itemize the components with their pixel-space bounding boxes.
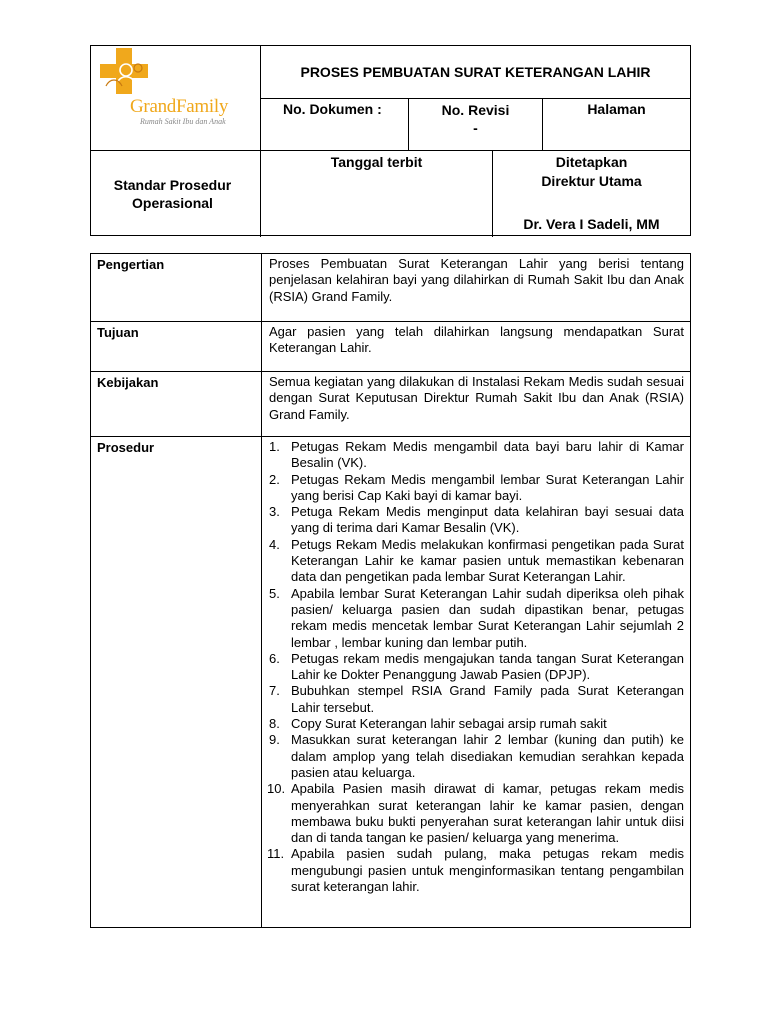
grand-family-logo bbox=[96, 48, 256, 133]
direktur-name: Dr. Vera I Sadeli, MM bbox=[523, 216, 660, 232]
list-item bbox=[269, 504, 684, 537]
list-item bbox=[269, 537, 684, 586]
step-number: 6. bbox=[269, 650, 280, 666]
sop-header-table bbox=[90, 45, 691, 236]
step-text: Petugas Rekam Medis mengambil data bayi baru lahir di Kamar Besalin (VK). bbox=[291, 439, 684, 471]
no-revisi-value: - bbox=[473, 120, 478, 136]
list-item bbox=[269, 472, 684, 505]
step-text: Copy Surat Keterangan lahir sebagai arsip rumah sakit bbox=[291, 716, 607, 732]
document-meta-row bbox=[261, 99, 690, 150]
sop-line-1: Standar Prosedur bbox=[113, 176, 232, 193]
step-number: 8. bbox=[269, 716, 280, 732]
direktur-label: Direktur Utama bbox=[541, 173, 642, 189]
step-number: 3. bbox=[269, 504, 280, 520]
tujuan-text: Agar pasien yang telah dilahirkan langsung mendapatkan Surat Keterangan Lahir. bbox=[269, 324, 684, 356]
no-dokumen-label: No. Dokumen : bbox=[261, 99, 409, 150]
ditetapkan-cell bbox=[493, 150, 690, 237]
tujuan-label: Tujuan bbox=[97, 325, 139, 340]
sop-line-2: Operasional bbox=[132, 194, 213, 211]
list-item bbox=[269, 586, 684, 651]
list-item bbox=[269, 716, 684, 732]
step-number: 1. bbox=[269, 439, 280, 454]
sop-body-table bbox=[90, 253, 691, 928]
step-text: Apabila lembar Surat Keterangan Lahir sudah diperiksa oleh pihak pasien/ keluarga pasien dan sudah dipastikan benar, petugas rekam medis mencetak lembar Surat Keterangan Lahir sejumlah 2 lembar , lembar kuning dan lembar putih. bbox=[291, 585, 684, 650]
pengertian-text: Proses Pembuatan Surat Keterangan Lahir yang berisi tentang penjelasan kelahiran bayi yang dilahirkan di Rumah Sakit Ibu dan Anak (RSIA) Grand Family. bbox=[269, 256, 684, 304]
step-text: Masukkan surat keterangan lahir 2 lembar (kuning dan putih) ke dalam amplop yang telah disediakan kemudian serahkan kepada pasien atau keluarga. bbox=[291, 732, 684, 780]
step-number: 2. bbox=[269, 471, 280, 487]
logo-tagline: Rumah Sakit Ibu dan Anak bbox=[140, 117, 226, 126]
step-text: Bubuhkan stempel RSIA Grand Family pada Surat Keterangan Lahir tersebut. bbox=[291, 683, 684, 715]
prosedur-steps bbox=[269, 439, 684, 895]
row-tujuan bbox=[91, 321, 690, 372]
tanggal-terbit-label: Tanggal terbit bbox=[261, 150, 493, 237]
row-pengertian bbox=[91, 254, 690, 321]
step-text: Petuga Rekam Medis menginput data kelahiran bayi sesuai data yang di terima dari Kamar Besalin (VK). bbox=[291, 504, 684, 536]
step-text: Petugas rekam medis mengajukan tanda tangan Surat Keterangan Lahir ke Dokter Penanggung Jawab Pasien (DPJP). bbox=[291, 650, 684, 683]
logo-brand-grand: Grand bbox=[130, 96, 176, 117]
document-title: PROSES PEMBUATAN SURAT KETERANGAN LAHIR bbox=[261, 46, 690, 99]
logo-wordmark bbox=[130, 96, 228, 118]
kebijakan-text: Semua kegiatan yang dilakukan di Instalasi Rekam Medis sudah sesuai dengan Surat Keputusan Direktur Rumah Sakit Ibu dan Anak (RSIA) Grand Family. bbox=[269, 374, 684, 422]
no-revisi-label: No. Revisi bbox=[441, 102, 510, 118]
step-text: Apabila pasien sudah pulang, maka petugas rekam medis mengubungi pasien untuk menginformasikan tentang pengambilan surat keterangan lahir. bbox=[291, 846, 684, 895]
list-item bbox=[269, 651, 684, 684]
step-text: Apabila Pasien masih dirawat di kamar, petugas rekam medis menyerahkan surat keterangan lahir ke kamar pasien, dengan membawa buku bukti penyerahan surat keterangan lahir untuk diisi dan di tanda tangan ke pasien/ keluarga yang menerima. bbox=[291, 781, 684, 846]
step-text: Petugs Rekam Medis melakukan konfirmasi pengetikan pada Surat Keterangan Lahir ke kamar pasien untuk memastikan kebenaran data dan pengetikan pada lembar Surat Keterangan Lahir. bbox=[291, 536, 684, 585]
prosedur-label: Prosedur bbox=[97, 440, 155, 455]
row-kebijakan bbox=[91, 371, 690, 437]
step-number: 11. bbox=[267, 846, 285, 862]
list-item bbox=[269, 846, 684, 895]
row-prosedur bbox=[91, 436, 690, 927]
pengertian-label: Pengertian bbox=[97, 257, 165, 272]
list-item bbox=[269, 683, 684, 716]
logo-cell bbox=[91, 46, 261, 150]
step-text: Petugas Rekam Medis mengambil lembar Surat Keterangan Lahir yang berisi Cap Kaki bayi di kamar bayi. bbox=[291, 471, 684, 503]
no-revisi-cell bbox=[409, 99, 543, 150]
logo-brand-family: Family bbox=[175, 96, 229, 117]
step-number: 7. bbox=[269, 683, 280, 699]
step-number: 9. bbox=[269, 732, 280, 748]
step-number: 4. bbox=[269, 536, 280, 552]
step-number: 5. bbox=[269, 585, 280, 601]
halaman-label: Halaman bbox=[587, 101, 646, 117]
step-number: 10. bbox=[267, 781, 286, 797]
list-item bbox=[269, 781, 684, 846]
list-item bbox=[269, 732, 684, 781]
kebijakan-label: Kebijakan bbox=[97, 375, 159, 390]
prosedur-list bbox=[269, 439, 684, 895]
list-item bbox=[269, 439, 684, 472]
ditetapkan-label: Ditetapkan bbox=[555, 154, 628, 170]
sop-title-cell bbox=[91, 150, 261, 237]
